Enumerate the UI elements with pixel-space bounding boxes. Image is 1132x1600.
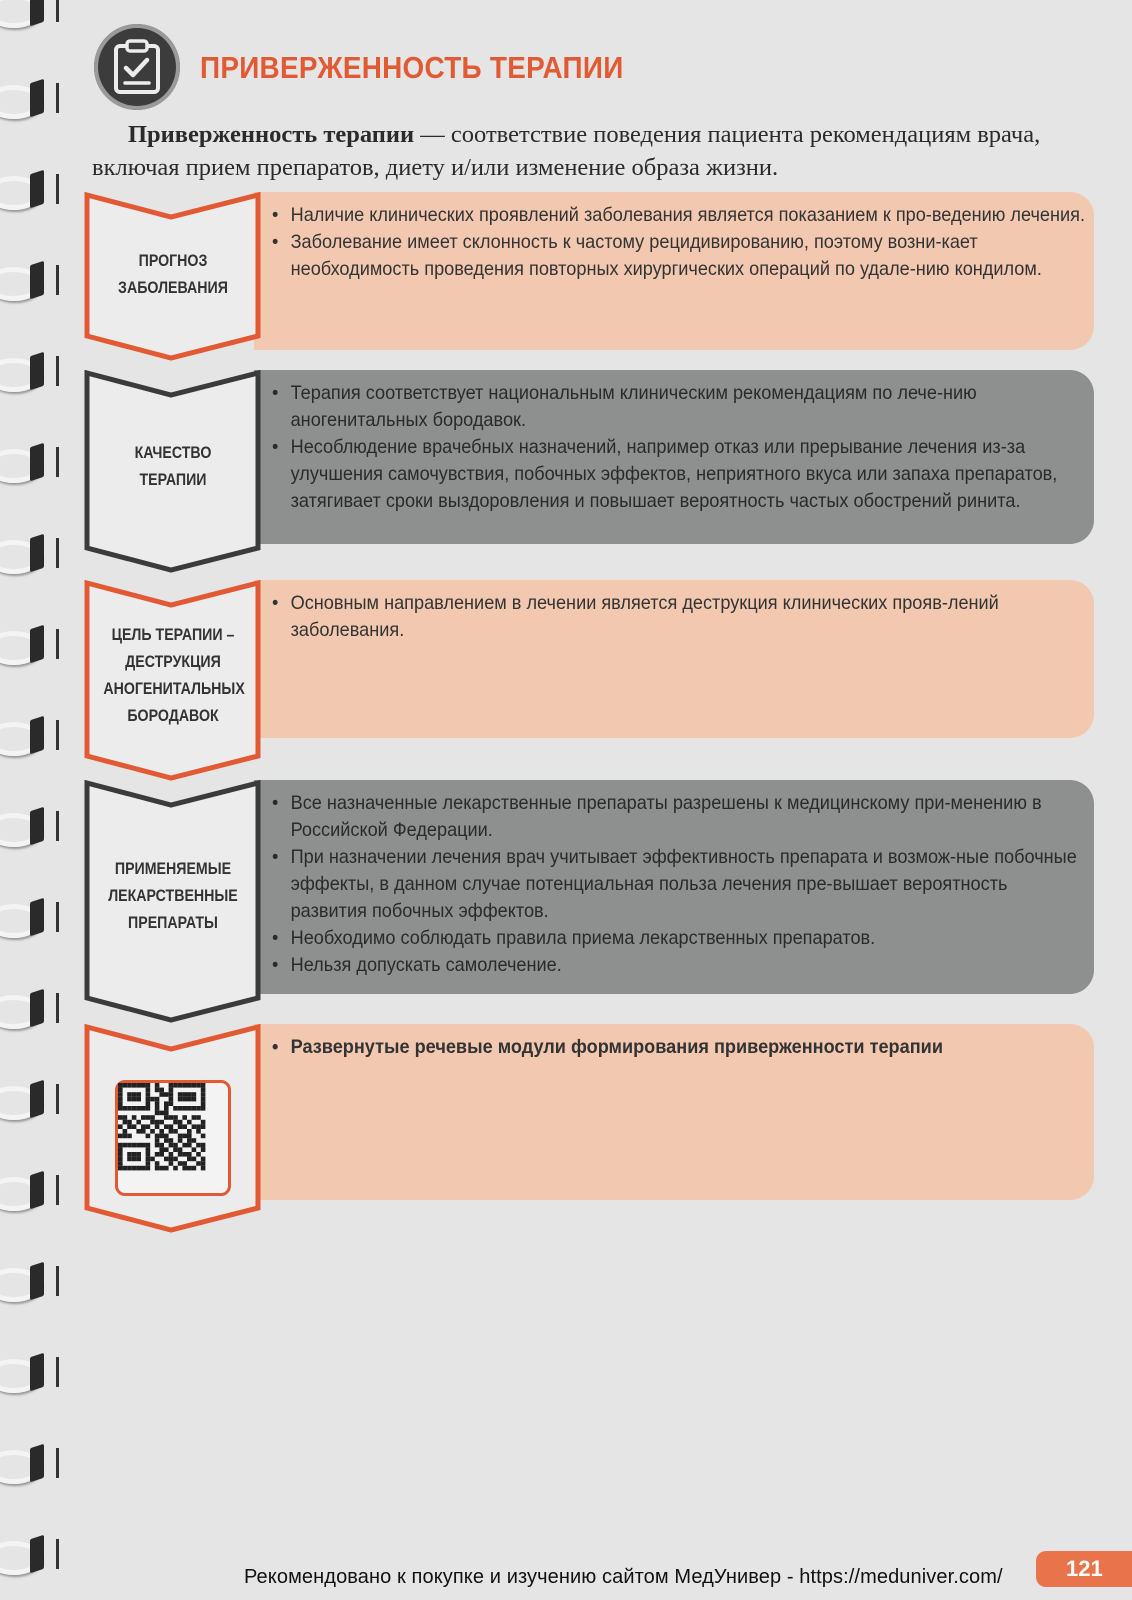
bullet-dot: • [272,1036,279,1058]
spiral-ring [0,1171,58,1211]
bullet-item [272,590,1089,644]
spiral-ring [0,1080,58,1120]
spiral-ring [0,1262,58,1302]
intro-term: Приверженность терапии [128,121,415,148]
section-label-line: ЛЕКАРСТВЕННЫЕ [108,887,238,905]
bullet-text: Заболевание имеет склонность к частому рецидивированию, поэтому возни-кает необходимость проведения повторных хирургических операций по удале-нию кондилом. [290,231,1042,280]
intro-paragraph [92,118,1092,184]
page-header [94,24,694,116]
spiral-ring [0,79,58,119]
section-tab [84,370,262,570]
section-tab [84,780,262,1020]
spiral-ring [0,898,58,938]
bullet-list [254,780,1094,979]
watermark-text: Рекомендовано к покупке и изучению сайтом МедУнивер - https://meduniver.com/ [244,1566,1003,1588]
page-number: 121 [1036,1551,1132,1587]
section-label-line: ПРИМЕНЯЕМЫЕ [114,860,232,878]
bullet-dot: • [272,436,279,458]
section-label-line: ЗАБОЛЕВАНИЯ [118,279,228,297]
bullet-text: Развернутые речевые модули формирования приверженности терапии [290,1036,943,1058]
bullet-text: При назначении лечения врач учитывает эффективность препарата и возмож-ные побочные эффекты, в данном случае потенциальная польза лечения пре-вышает вероятность развития побочных эффектов. [290,846,1077,922]
spiral-ring [0,534,58,574]
section-content-box [254,192,1094,350]
section-row [84,370,1094,544]
section-tab [84,580,262,778]
clipboard-check-icon [94,24,180,110]
bullet-text: Основным направлением в лечении является деструкция клинических прояв-лений заболевания. [290,592,999,641]
section-content-box [254,370,1094,544]
bullet-dot: • [272,954,279,976]
bullet-item [272,952,1089,979]
bullet-item [272,925,1089,952]
bullet-item [272,434,1089,515]
spiral-ring [0,716,58,756]
section-row [84,1024,1094,1200]
section-label-line: ПРОГНОЗ [138,252,208,270]
spiral-ring [0,261,58,301]
bullet-text: Нельзя допускать самолечение. [290,954,562,976]
bullet-dot: • [272,592,279,614]
spiral-ring [0,625,58,665]
section-label-line: ДЕСТРУКЦИЯ [125,653,221,671]
spiral-ring [0,989,58,1029]
section-label-line: КАЧЕСТВО [134,444,212,462]
section-label [103,622,245,730]
section-label-line: ТЕРАПИИ [139,471,207,489]
bullet-dot: • [272,204,279,226]
spiral-ring [0,170,58,210]
bullet-list [254,192,1094,283]
section-label [103,856,242,937]
bullet-item [272,202,1089,229]
bullet-dot: • [272,382,279,404]
bullet-list [254,580,1094,644]
bullet-text: Терапия соответствует национальным клиническим рекомендациям по лече-нию аногенитальных бородавок. [290,382,977,431]
section-tab [84,192,262,358]
bullet-text: Наличие клинических проявлений заболевания является показанием к про-ведению лечения. [290,204,1086,226]
section-label [103,248,242,302]
bullet-item [272,1034,1089,1061]
section-tab [84,1024,262,1230]
spiral-ring [0,807,58,847]
spiral-binding [0,0,72,1600]
qr-code-icon[interactable] [115,1080,231,1196]
section-content-box [254,780,1094,994]
bullet-text: Все назначенные лекарственные препараты разрешены к медицинскому при-менению в Российской Федерации. [290,792,1042,841]
bullet-list [254,370,1094,515]
spiral-ring [0,1535,58,1575]
section-label-line: ПРЕПАРАТЫ [128,914,218,932]
section-row [84,192,1094,350]
section-content-box [254,1024,1094,1200]
bullet-item [272,380,1089,434]
section-content-box [254,580,1094,738]
spiral-ring [0,0,58,28]
bullet-dot: • [272,927,279,949]
section-row [84,580,1094,738]
bullet-item [272,844,1089,925]
bullet-item [272,229,1089,283]
bullet-dot: • [272,846,279,868]
spiral-ring [0,352,58,392]
bullet-dot: • [272,231,279,253]
bullet-text: Необходимо соблюдать правила приема лекарственных препаратов. [290,927,876,949]
section-row [84,780,1094,994]
section-label-line: БОРОДАВОК [127,707,219,725]
bullet-dot: • [272,792,279,814]
section-label-line: ЦЕЛЬ ТЕРАПИИ – [111,626,235,644]
spiral-ring [0,443,58,483]
page-title: ПРИВЕРЖЕННОСТЬ ТЕРАПИИ [200,50,624,85]
section-label-line: АНОГЕНИТАЛЬНЫХ [103,680,245,698]
bullet-list [254,1024,1094,1061]
spiral-ring [0,1353,58,1393]
bullet-item [272,790,1089,844]
bullet-text: Несоблюдение врачебных назначений, например отказ или прерывание лечения из-за улучшения самочувствия, побочных эффектов, неприятного вкуса или запаха препаратов, затягивает сроки выздоровления и повышает вероятность частых обострений ринита. [290,436,1058,512]
section-label [103,440,242,494]
intro-definition: — соответствие поведения пациента рекомендациям врача, включая прием препаратов, диету и/или изменение образа жизни. [92,121,1041,181]
spiral-ring [0,1444,58,1484]
